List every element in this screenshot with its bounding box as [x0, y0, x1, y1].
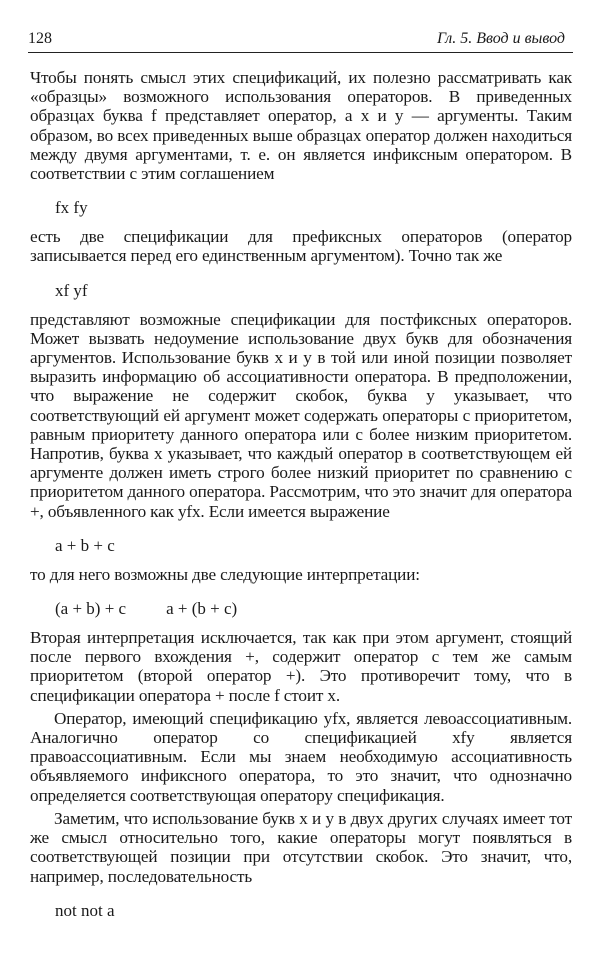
- formula-interpretations: [30, 599, 572, 618]
- formula-left-assoc: (a + b) + c: [55, 599, 127, 619]
- formula-not-not-a: not not a: [55, 900, 115, 920]
- paragraph-4: то для него возможны две следующие интерпретации:: [30, 564, 420, 584]
- page-number: 128: [28, 30, 52, 47]
- formula-xf-yf: xf yf: [55, 280, 88, 300]
- formula-right-assoc: a + (b + c): [166, 599, 238, 619]
- paragraph-7: Заметим, что использование букв x и y в двух других случаях имеет тот же смысл относительно того, какие операторы могут появляться в соответствующей позиции при отсутствии скобок. Это значит, что, например, последовательность: [30, 808, 572, 886]
- paragraph-2: есть две спецификации для префиксных операторов (оператор записывается перед его единственным аргументом). Точно так же: [30, 227, 572, 266]
- page-header: [28, 30, 573, 53]
- formula-abc: a + b + c: [55, 535, 115, 555]
- paragraph-6: Оператор, имеющий спецификацию yfx, является левоассоциативным. Аналогично оператор со спецификацией xfy является правоассоциативным. Если мы знаем необходимую ассоциативность объявляемого инфиксного оператора, то это значит, что однозначно определяется соответствующая оператору спецификация.: [30, 708, 572, 805]
- paragraph-3: представляют возможные спецификации для постфиксных операторов. Может вызвать недоумение использование двух букв для обозначения аргументов. Использование букв x и y в той или иной позиции позволяет выразить информацию об ассоциативности оператора. В предположении, что выражение не содержит скобок, буква y указывает, что соответствующий ей аргумент может содержать операторы с приоритетом, равным приоритету данного оператора или с более низким приоритетом. Напротив, буква x указывает, что каждый оператор в соответствующем ей аргументе должен иметь строго более низкий приоритет по сравнению с приоритетом данного оператора. Рассмотрим, что это значит для оператора +, объявленного как yfx. Если имеется выражение: [30, 309, 572, 521]
- running-head: Гл. 5. Ввод и вывод: [436, 30, 565, 47]
- paragraph-1: Чтобы понять смысл этих спецификаций, их полезно рассматривать как «образцы» возможного использования операторов. В приведенных образцах буква f представляет оператор, а x и y — аргументы. Таким образом, во всех приведенных выше образцах оператор должен находиться между двумя аргументами, т. е. он является инфиксным оператором. В соответствии с этим соглашением: [30, 68, 572, 184]
- formula-fx-fy: fx fy: [55, 198, 88, 218]
- paragraph-5: Вторая интерпретация исключается, так как при этом аргумент, стоящий после первого вхождения +, содержит оператор с тем же самым приоритетом (второй оператор +). Это противоречит тому, что в спецификации оператора + после f стоит x.: [30, 628, 572, 705]
- page-body: [30, 68, 572, 930]
